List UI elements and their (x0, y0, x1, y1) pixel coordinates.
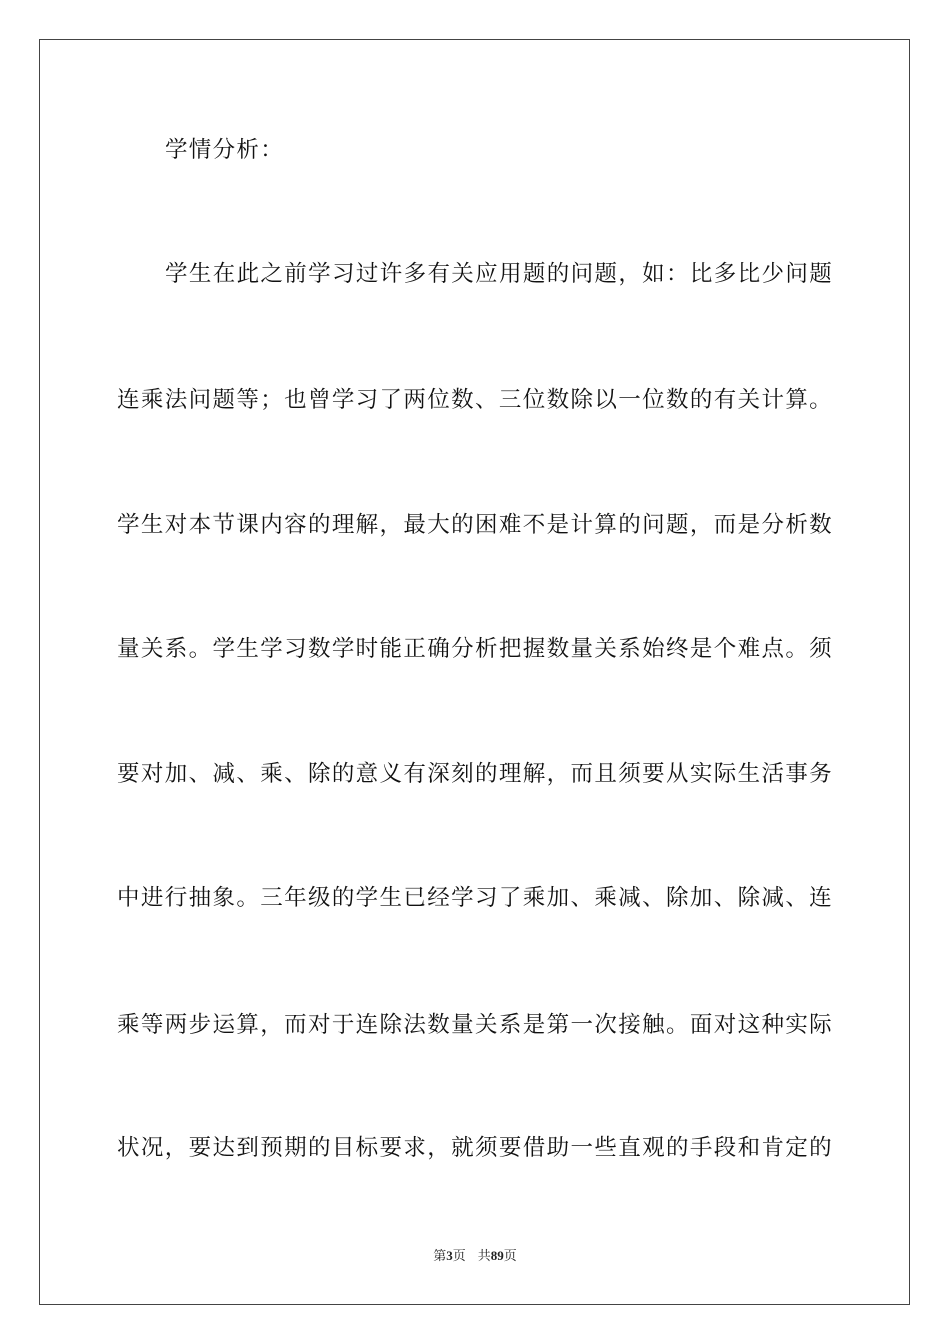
paragraph-line: 学生对本节课内容的理解，最大的困难不是计算的问题，而是分析数 (117, 512, 833, 538)
paragraph-line: 乘等两步运算，而对于连除法数量关系是第一次接触。面对这种实际 (117, 1012, 833, 1038)
footer-page-suffix: 页 (452, 1248, 466, 1263)
section-heading: 学情分析： (165, 137, 285, 163)
footer-prefix: 第 (433, 1248, 447, 1263)
paragraph-line: 学生在此之前学习过许多有关应用题的问题，如：比多比少问题 (165, 261, 833, 287)
footer-page-number: 3 (446, 1248, 453, 1263)
footer-total-pages: 89 (490, 1248, 504, 1263)
paragraph-line: 连乘法问题等；也曾学习了两位数、三位数除以一位数的有关计算。 (117, 387, 833, 413)
page-border (39, 39, 910, 1305)
paragraph-line: 要对加、减、乘、除的意义有深刻的理解，而且须要从实际生活事务 (117, 761, 833, 787)
footer-total-suffix: 页 (503, 1248, 517, 1263)
paragraph-line: 状况，要达到预期的目标要求，就须要借助一些直观的手段和肯定的 (117, 1135, 833, 1161)
paragraph-line: 中进行抽象。三年级的学生已经学习了乘加、乘减、除加、除减、连 (117, 885, 833, 911)
paragraph-line: 量关系。学生学习数学时能正确分析把握数量关系始终是个难点。须 (117, 636, 833, 662)
footer-total-prefix: 共 (477, 1248, 491, 1263)
page-footer (0, 1247, 950, 1265)
